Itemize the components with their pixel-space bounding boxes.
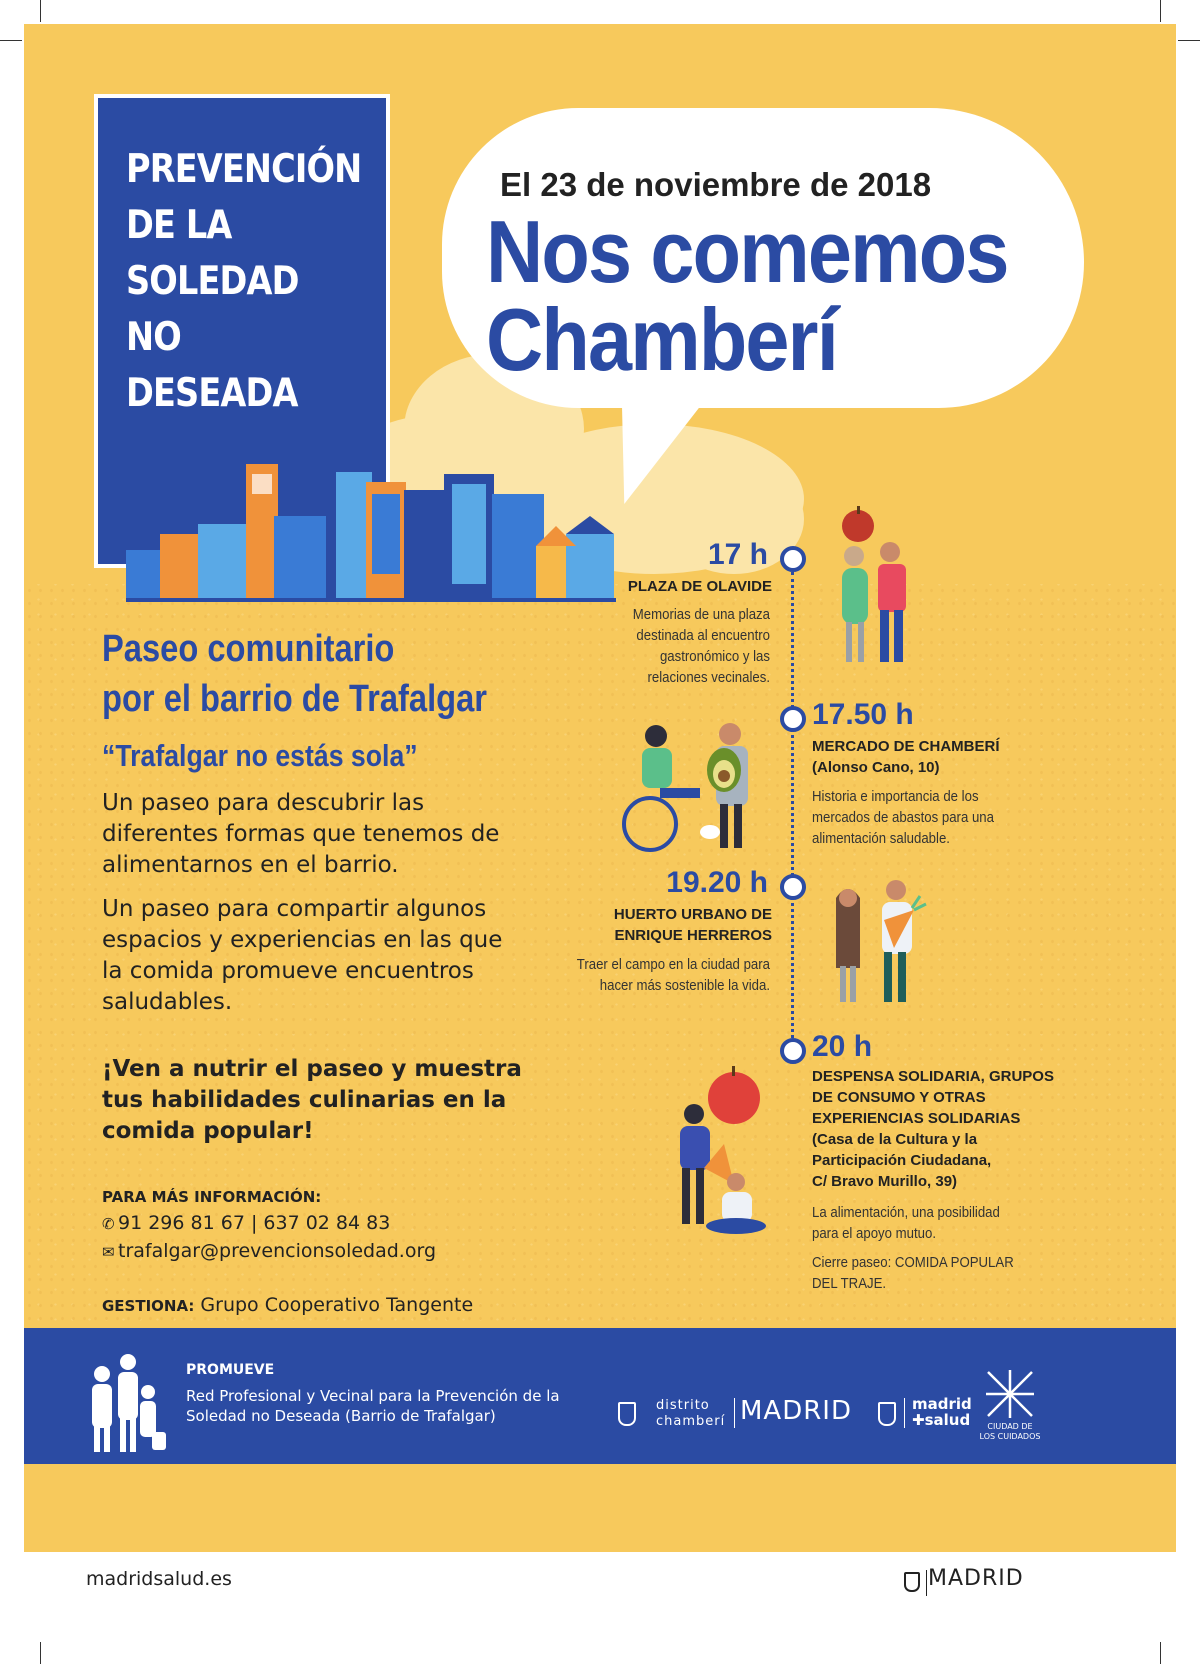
- footer: [24, 1328, 1176, 1464]
- cuidados-text: LOS CUIDADOS: [979, 1432, 1041, 1441]
- timeline-node: [780, 1038, 806, 1064]
- stop-desc-line: mercados de abastos para una: [812, 809, 994, 826]
- madrid-crest-icon: [878, 1402, 896, 1426]
- stop-time: 19.20 h: [666, 866, 768, 899]
- distrito-logo: [656, 1398, 725, 1430]
- stop-description: [812, 1202, 1058, 1244]
- timeline-node: [780, 874, 806, 900]
- box-title: [126, 142, 362, 422]
- box-title-line: DE LA: [126, 203, 232, 248]
- stop-desc-line: Memorias de una plaza: [632, 606, 770, 623]
- stop-description: [524, 954, 770, 996]
- madrid-salud-word: salud: [924, 1411, 971, 1429]
- garden-carrot-illustration: [820, 878, 930, 1008]
- poster: [24, 24, 1176, 1552]
- paragraph-1: Un paseo para descubrir las diferentes formas que tenemos de alimentarnos en el barrio.: [102, 790, 500, 878]
- promueve-label: PROMUEVE: [186, 1362, 275, 1378]
- stop-desc-line: gastronómico y las: [659, 648, 770, 665]
- timeline-line: [791, 572, 794, 1062]
- box-title-line: NO DESEADA: [126, 315, 298, 416]
- stop-place: [512, 904, 772, 946]
- madrid-salud-text: madrid: [912, 1395, 972, 1413]
- subtitle-line: Paseo comunitario: [102, 628, 395, 670]
- subtitle-line: por el barrio de Trafalgar: [102, 678, 488, 720]
- logo-divider: [904, 1398, 905, 1428]
- headline-line: Nos comemos: [486, 202, 1008, 301]
- phone-line: [102, 1212, 390, 1234]
- email-address[interactable]: trafalgar@prevencionsoledad.org: [118, 1240, 436, 1262]
- website-link[interactable]: madridsalud.es: [86, 1568, 232, 1590]
- ciudad-cuidados-logo: [970, 1422, 1050, 1442]
- plus-icon: ✚: [912, 1411, 925, 1429]
- stop-desc-line: La alimentación, una posibilidad: [812, 1204, 1000, 1221]
- family-logo: [80, 1346, 170, 1458]
- stop-desc-line: alimentación saludable.: [812, 830, 950, 847]
- stop-place-line: ENRIQUE HERREROS: [614, 927, 772, 944]
- madrid-crest-icon: [904, 1572, 920, 1592]
- madrid-bottom-logo: MADRID: [928, 1566, 1024, 1591]
- stop-place-line: DESPENSA SOLIDARIA, GRUPOS: [812, 1068, 1054, 1085]
- event-date: El 23 de noviembre de 2018: [500, 166, 932, 203]
- promueve-text: Red Profesional y Vecinal para la Prevención de la Soledad no Deseada (Barrio de Trafalgar): [186, 1387, 560, 1425]
- madrid-crest-icon: [618, 1402, 636, 1426]
- gestiona: [102, 1294, 473, 1316]
- phone-numbers: 91 296 81 67 | 637 02 84 83: [118, 1212, 391, 1234]
- distrito-text: distrito: [656, 1398, 710, 1413]
- stop-desc-line: hacer más sostenible la vida.: [599, 977, 770, 994]
- stop-desc-line: Traer el campo en la ciudad para: [576, 956, 770, 973]
- crop-mark: [40, 1642, 41, 1664]
- solidarity-apple-illustration: [664, 1058, 774, 1238]
- subtitle: [102, 624, 487, 724]
- madrid-logo: MADRID: [740, 1396, 852, 1426]
- slogan: “Trafalgar no estás sola”: [102, 738, 418, 773]
- box-title-line: SOLEDAD: [126, 259, 299, 304]
- stop-place: [532, 576, 772, 597]
- stop-place-line: EXPERIENCIAS SOLIDARIAS: [812, 1110, 1021, 1127]
- info-label: PARA MÁS INFORMACIÓN:: [102, 1188, 322, 1206]
- crop-mark: [1160, 0, 1161, 22]
- stop-desc-line: Historia e importancia de los: [812, 788, 979, 805]
- stop-closing-note: [812, 1252, 1058, 1294]
- stop-desc-line: Cierre paseo: COMIDA POPULAR: [812, 1254, 1014, 1271]
- cuidados-text: CIUDAD DE: [987, 1422, 1033, 1431]
- ciudad-cuidados-icon: [984, 1368, 1036, 1420]
- phone-icon: ✆: [102, 1215, 115, 1233]
- box-title-line: PREVENCIÓN: [126, 147, 362, 192]
- logo-divider: [926, 1570, 927, 1596]
- mail-icon: ✉: [102, 1243, 115, 1261]
- stop-place-line: (Casa de la Cultura y la: [812, 1131, 978, 1148]
- crop-mark: [40, 0, 41, 22]
- stop-time: 20 h: [812, 1030, 873, 1063]
- stop-place-line: C/ Bravo Murillo, 39): [812, 1173, 958, 1190]
- stop-desc-line: destinada al encuentro: [636, 627, 770, 644]
- stop-desc-line: relaciones vecinales.: [647, 669, 770, 686]
- logo-divider: [734, 1398, 735, 1428]
- stop-place-line: DE CONSUMO Y OTRAS: [812, 1089, 986, 1106]
- stop-description: [559, 604, 770, 688]
- madrid-salud-text: [912, 1412, 972, 1428]
- stop-place: [812, 736, 1072, 778]
- stop-time: 17.50 h: [812, 698, 914, 731]
- stop-place: [812, 1066, 1112, 1192]
- stop-time: 17 h: [707, 538, 768, 571]
- gestiona-value: Grupo Cooperativo Tangente: [200, 1294, 474, 1316]
- timeline-node: [780, 546, 806, 572]
- madrid-salud-logo: [912, 1396, 972, 1428]
- timeline-node: [780, 706, 806, 732]
- headline: [486, 202, 1026, 389]
- stop-place-line: PLAZA DE OLAVIDE: [627, 578, 772, 595]
- stop-place-line: Participación Ciudadana,: [812, 1152, 992, 1169]
- headline-line: Chamberí: [486, 290, 837, 389]
- stop-desc-line: DEL TRAJE.: [812, 1275, 887, 1292]
- stop-place-line: MERCADO DE CHAMBERÍ: [812, 738, 1000, 755]
- crop-mark: [1160, 1642, 1161, 1664]
- stop-desc-line: para el apoyo mutuo.: [812, 1225, 937, 1242]
- people-apple-illustration: [820, 504, 930, 664]
- stop-place-line: (Alonso Cano, 10): [812, 759, 940, 776]
- stop-description: [812, 786, 1041, 849]
- paragraph-2: Un paseo para compartir algunos espacios y experiencias en las que la comida promueve encuentros saludables.: [102, 896, 503, 1015]
- crop-mark: [0, 40, 22, 41]
- wheelchair-avocado-illustration: [620, 714, 770, 854]
- call-to-action: ¡Ven a nutrir el paseo y muestra tus habilidades culinarias en la comida popular!: [102, 1056, 522, 1144]
- crop-mark: [1178, 40, 1200, 41]
- gestiona-label: GESTIONA:: [102, 1297, 195, 1315]
- stop-place-line: HUERTO URBANO DE: [613, 906, 772, 923]
- email-line[interactable]: [102, 1240, 436, 1262]
- distrito-text: chamberí: [656, 1414, 726, 1429]
